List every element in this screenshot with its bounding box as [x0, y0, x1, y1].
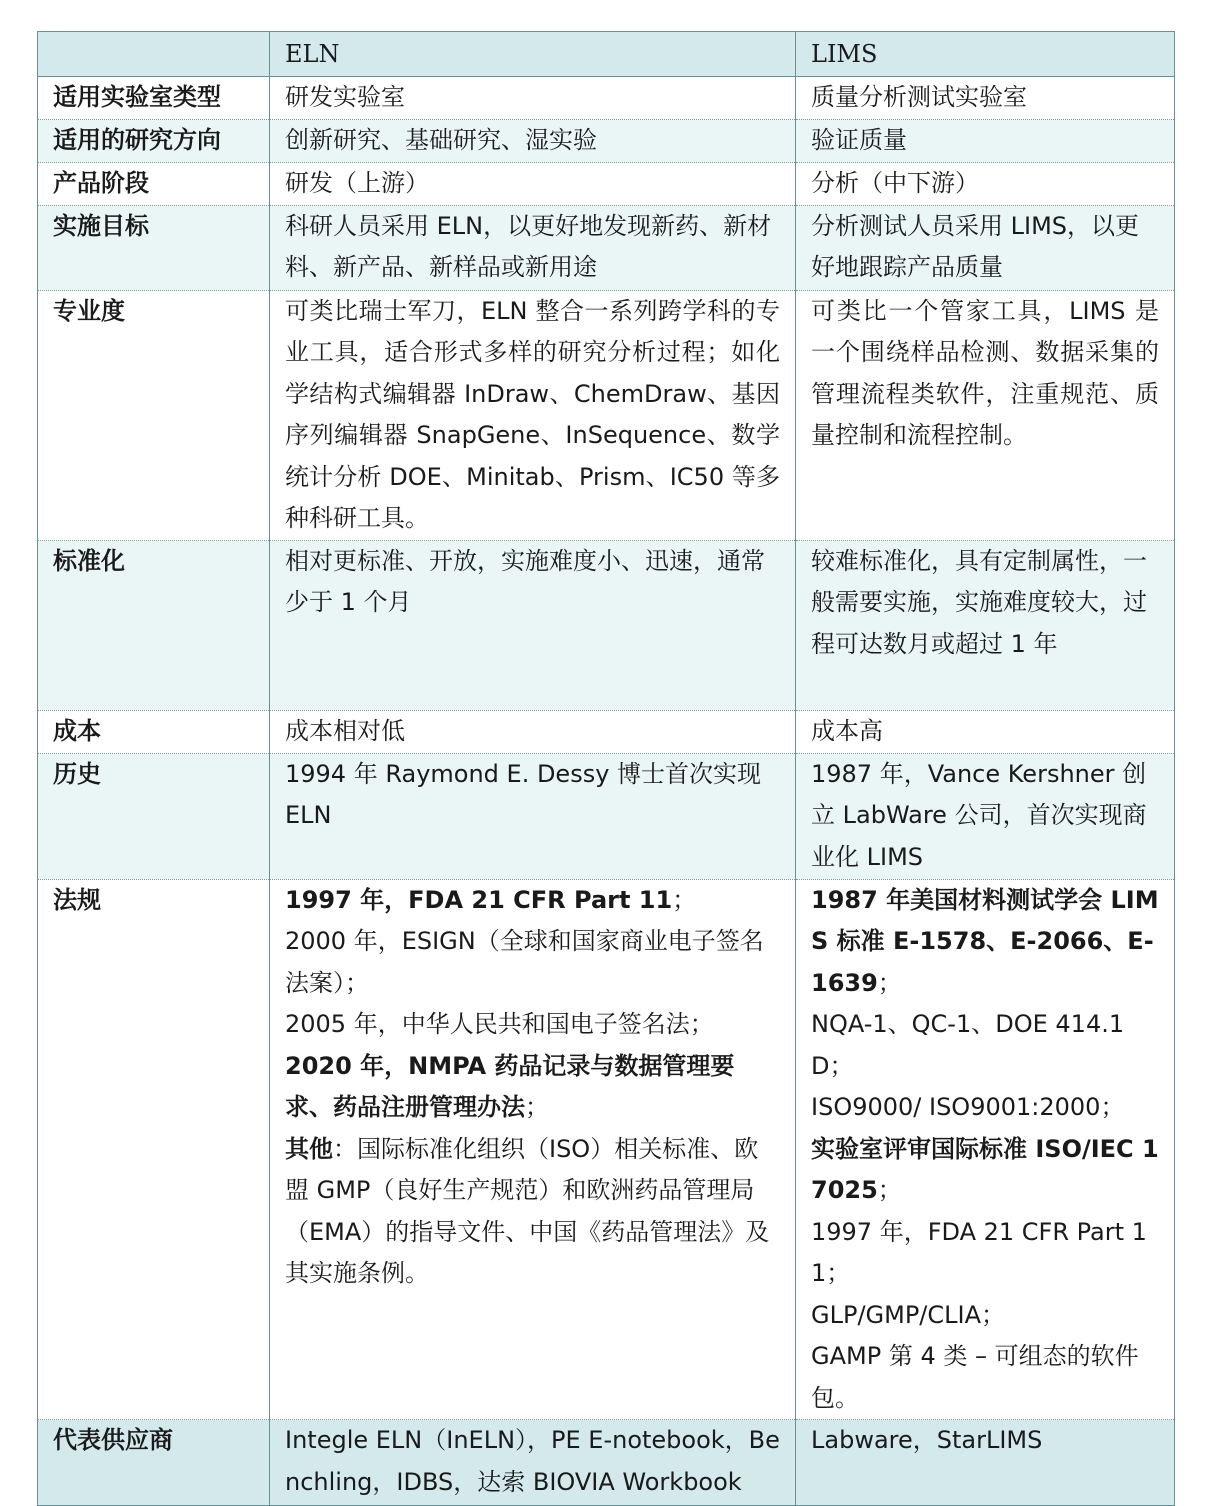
table-row-product-stage [38, 162, 1175, 205]
eln-cell: 1994 年 Raymond E. Dessy 博士首次实现 ELN [270, 753, 796, 879]
eln-cell: 科研人员采用 ELN，以更好地发现新药、新材料、新产品、新样品或新用途 [270, 205, 796, 290]
table-row-goal [38, 205, 1175, 290]
regulation-item: 1997 年，FDA 21 CFR Part 11； [285, 885, 697, 914]
eln-cell: 相对更标准、开放，实施难度小、迅速，通常少于 1 个月 [270, 540, 796, 710]
row-label: 成本 [38, 710, 270, 753]
row-label: 代表供应商 [38, 1420, 270, 1506]
row-label: 专业度 [38, 290, 270, 540]
table-row-standardization [38, 540, 1175, 710]
eln-cell: Integle ELN（InELN），PE E-notebook，Benchling，IDBS，达索 BIOVIA Workbook [270, 1420, 796, 1506]
regulation-item: 1987 年美国材料测试学会 LIMS 标准 E-1578、E-2066、E-1639； [811, 885, 1159, 997]
table-row-lab-type [38, 76, 1175, 119]
header-eln: ELN [270, 32, 796, 77]
eln-cell: 研发（上游） [270, 162, 796, 205]
table-row-cost [38, 710, 1175, 753]
regulation-item: 其他：国际标准化组织（ISO）相关标准、欧盟 GMP（良好生产规范）和欧洲药品管理局（EMA）的指导文件、中国《药品管理法》及其实施条例。 [285, 1134, 770, 1287]
lims-cell: 成本高 [796, 710, 1175, 753]
regulation-item: 2005 年，中华人民共和国电子签名法； [285, 1010, 714, 1038]
table-row-vendors [38, 1420, 1175, 1506]
row-label: 历史 [38, 753, 270, 879]
table-row-regulations [38, 879, 1175, 1420]
row-label: 法规 [38, 879, 270, 1420]
regulation-item: GLP/GMP/CLIA； [811, 1300, 1006, 1329]
regulation-item: 1997 年，FDA 21 CFR Part 11； [811, 1217, 1147, 1287]
eln-regulations-cell [270, 879, 796, 1420]
regulation-item: NQA-1、QC-1、DOE 414.1D； [811, 1010, 1125, 1080]
header-lims: LIMS [796, 32, 1175, 77]
eln-cell: 可类比瑞士军刀，ELN 整合一系列跨学科的专业工具，适合形式多样的研究分析过程；如化学结构式编辑器 InDraw、ChemDraw、基因序列编辑器 SnapGene、InSequence、数学统计分析 DOE、Minitab、Prism、IC50 等多种科研工具。 [270, 290, 796, 540]
regulation-item: 实验室评审国际标准 ISO/IEC 17025； [811, 1134, 1159, 1204]
row-label: 适用的研究方向 [38, 119, 270, 162]
eln-cell: 成本相对低 [270, 710, 796, 753]
lims-cell: 质量分析测试实验室 [796, 76, 1175, 119]
regulation-item: 2020 年，NMPA 药品记录与数据管理要求、药品注册管理办法； [285, 1051, 735, 1121]
lims-cell: 分析（中下游） [796, 162, 1175, 205]
table-header-row [38, 32, 1175, 77]
lims-cell: 分析测试人员采用 LIMS，以更好地跟踪产品质量 [796, 205, 1175, 290]
regulation-item: GAMP 第 4 类 – 可组态的软件包。 [811, 1342, 1139, 1412]
regulation-item: ISO9000/ ISO9001:2000； [811, 1093, 1125, 1121]
eln-cell: 创新研究、基础研究、湿实验 [270, 119, 796, 162]
lims-cell: 较难标准化，具有定制属性，一般需要实施，实施难度较大，过程可达数月或超过 1 年 [796, 540, 1175, 710]
table-row-specialization [38, 290, 1175, 540]
header-corner-cell [38, 32, 270, 77]
lims-cell: Labware，StarLIMS [796, 1420, 1175, 1506]
regulation-item: 2000 年，ESIGN（全球和国家商业电子签名法案）； [285, 927, 764, 997]
lims-regulations-cell [796, 879, 1175, 1420]
row-label: 实施目标 [38, 205, 270, 290]
row-label: 产品阶段 [38, 162, 270, 205]
eln-cell: 研发实验室 [270, 76, 796, 119]
row-label: 标准化 [38, 540, 270, 710]
table-row-research-direction [38, 119, 1175, 162]
row-label: 适用实验室类型 [38, 76, 270, 119]
comparison-table [37, 31, 1175, 1506]
lims-cell: 可类比一个管家工具，LIMS 是一个围绕样品检测、数据采集的管理流程类软件，注重规范、质量控制和流程控制。 [796, 290, 1175, 540]
lims-cell: 1987 年，Vance Kershner 创立 LabWare 公司，首次实现商业化 LIMS [796, 753, 1175, 879]
table-row-history [38, 753, 1175, 879]
lims-cell: 验证质量 [796, 119, 1175, 162]
